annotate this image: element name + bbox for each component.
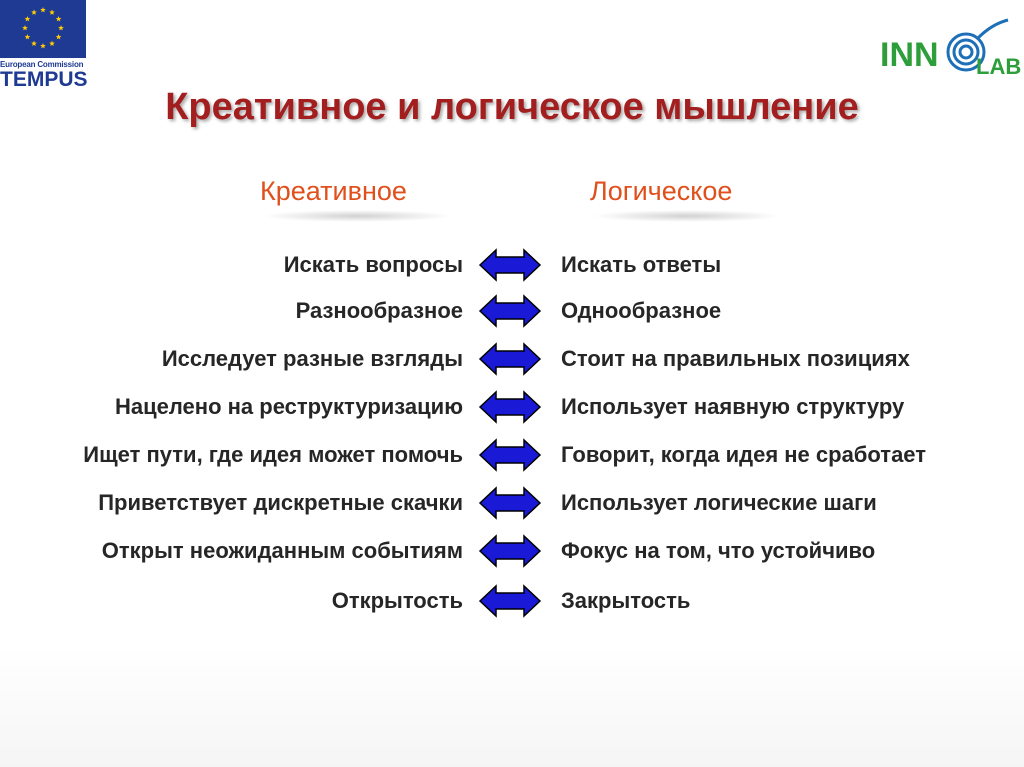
creative-item: Нацелено на реструктуризацию xyxy=(114,394,463,419)
double-headed-arrow-icon xyxy=(478,485,542,521)
logical-column-header: Логическое xyxy=(590,176,733,206)
double-headed-arrow-icon xyxy=(478,247,542,283)
comparison-row xyxy=(0,346,1024,376)
double-headed-arrow-icon xyxy=(478,583,542,619)
creative-item: Исследует разные взгляды xyxy=(161,346,463,371)
eu-tempus-logo xyxy=(0,0,86,94)
logical-item: Закрытость xyxy=(561,588,691,613)
creative-item: Приветствует дискретные скачки xyxy=(98,490,463,515)
double-headed-arrow-icon xyxy=(478,533,542,569)
logical-item: Использует наявную структуру xyxy=(561,394,905,419)
comparison-row xyxy=(0,252,1024,282)
comparison-row xyxy=(0,394,1024,424)
logical-header-shadow xyxy=(592,210,782,222)
double-headed-arrow-icon xyxy=(478,389,542,425)
innolab-text-left: INN xyxy=(880,36,939,74)
creative-item: Искать вопросы xyxy=(283,252,463,277)
comparison-row xyxy=(0,490,1024,520)
logical-item: Стоит на правильных позициях xyxy=(561,346,910,371)
innolab-text-right: LAB xyxy=(976,54,1022,79)
creative-item: Открыт неожиданным событиям xyxy=(101,538,463,563)
creative-item: Ищет пути, где идея может помочь xyxy=(83,442,463,467)
comparison-row xyxy=(0,588,1024,618)
logical-item: Использует логические шаги xyxy=(561,490,877,515)
comparison-row xyxy=(0,442,1024,472)
creative-column-header: Креативное xyxy=(260,176,407,206)
logical-item: Говорит, когда идея не сработает xyxy=(561,442,927,467)
creative-item: Открытость xyxy=(331,588,463,613)
page-title: Креативное и логическое мышление xyxy=(165,86,859,128)
logical-item: Однообразное xyxy=(561,298,722,323)
comparison-row xyxy=(0,298,1024,328)
innolab-logo xyxy=(880,14,1022,79)
eu-commission-label: European Commission xyxy=(0,60,84,69)
double-headed-arrow-icon xyxy=(478,293,542,329)
creative-header-shadow xyxy=(262,210,452,222)
double-headed-arrow-icon xyxy=(478,437,542,473)
creative-item: Разнообразное xyxy=(295,298,463,323)
eu-flag-icon xyxy=(0,0,86,58)
logical-item: Фокус на том, что устойчиво xyxy=(561,538,876,563)
tempus-label: TEMPUS xyxy=(0,68,88,91)
double-headed-arrow-icon xyxy=(478,341,542,377)
logical-item: Искать ответы xyxy=(561,252,722,277)
comparison-row xyxy=(0,538,1024,568)
